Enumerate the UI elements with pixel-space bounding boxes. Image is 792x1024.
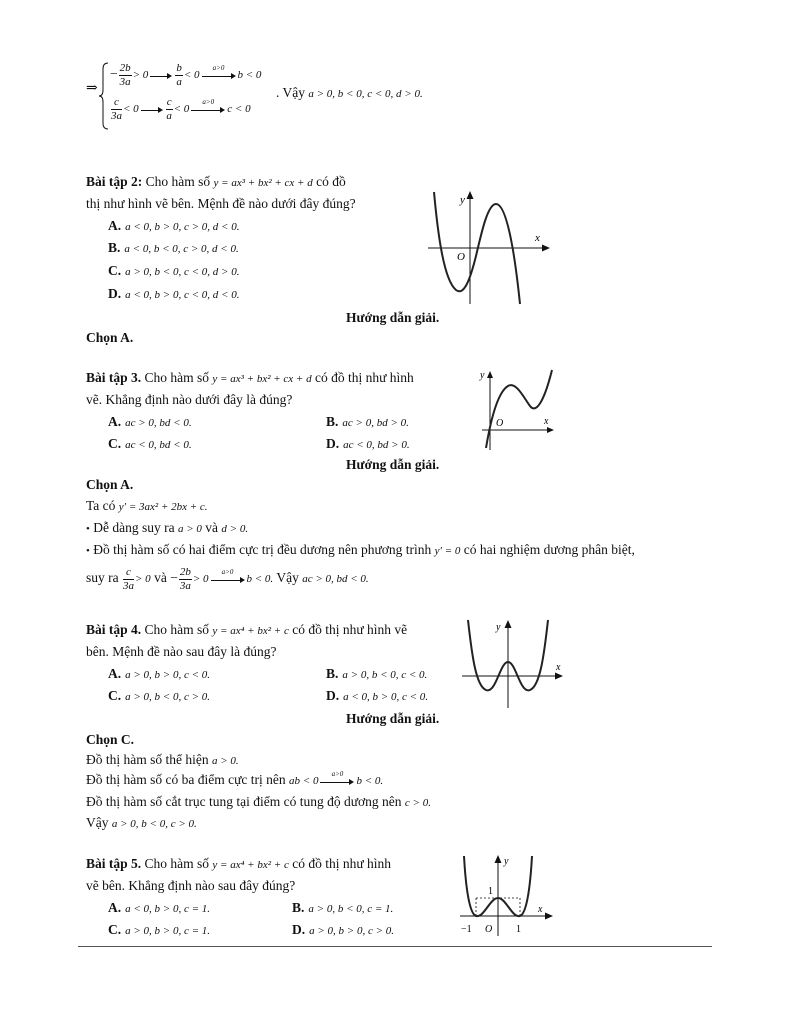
ex5-x-label: x [538,904,543,915]
ex5-option-b[interactable]: B. a > 0, b < 0, c = 1. [292,900,394,915]
ex5-question-line2: vẽ bên. Khẳng định nào sau đây đúng? [86,878,296,893]
ex3-option-c[interactable]: C. ac < 0, bd < 0. [108,436,192,451]
ex5-y-one-label: 1 [488,886,493,897]
ex5-option-d[interactable]: D. a > 0, b > 0, c > 0. [292,922,395,937]
ex5-quartic-graph [456,852,560,938]
ex2-option-a[interactable]: A. a < 0, b > 0, c > 0, d < 0. [108,218,240,233]
ex2-y-label: y [460,194,465,206]
footer-divider [78,946,712,947]
ex5-y-label: y [504,856,509,867]
ex4-option-a[interactable]: A. a > 0, b > 0, c < 0. [108,666,211,681]
system-brace [99,62,109,130]
ex3-option-b[interactable]: B. ac > 0, bd > 0. [326,414,409,429]
ex4-y-label: y [496,622,501,633]
ex2-answer: Chọn A. [86,330,134,345]
ex3-option-d[interactable]: D. ac < 0, bd > 0. [326,436,410,451]
system-line-1: − $\frac{2b}{3a}$ > 0 $\frac{b}{a}$ < 0 a>0 b < 0 [110,62,262,88]
ex3-conclusion: suy ra $\frac{c}{3a}$ > 0 và − $\frac{2b}{3a}$ > 0 a>0 b < 0. Vậy ac > 0, bd < 0. [86,566,369,592]
ex5-option-a[interactable]: A. a < 0, b > 0, c = 1. [108,900,211,915]
ex3-question-line2: vẽ. Khẳng định nào dưới đây là đúng? [86,392,293,407]
ex3-answer: Chọn A. [86,477,134,492]
ex2-option-d[interactable]: D. a < 0, b > 0, c < 0, d < 0. [108,286,240,301]
ex2-question-line1: Bài tập 2: Cho hàm số y = ax³ + bx² + cx + d có đồ [86,174,346,189]
ex3-y-label: y [480,370,485,381]
ex4-option-b[interactable]: B. a > 0, b < 0, c < 0. [326,666,428,681]
ex5-question-line1: Bài tập 5. Cho hàm số y = ax⁴ + bx² + c có đồ thị như hình [86,856,392,871]
ex4-option-d[interactable]: D. a < 0, b > 0, c < 0. [326,688,429,703]
ex3-origin-label: O [496,418,504,429]
top-conclusion: . Vậy a > 0, b < 0, c < 0, d > 0. [276,85,423,100]
ex3-cubic-graph [478,366,560,452]
ex3-question-line1: Bài tập 3. Cho hàm số y = ax³ + bx² + cx + d có đồ thị như hình [86,370,414,385]
ex2-question-line2: thị như hình vẽ bên. Mệnh đề nào dưới đây đúng? [86,196,356,211]
ex5-option-c[interactable]: C. a > 0, b > 0, c = 1. [108,922,211,937]
ex4-question-line1: Bài tập 4. Cho hàm số y = ax⁴ + bx² + c có đồ thị như hình vẽ [86,622,408,637]
ex3-derivative-line: Ta có y′ = 3ax² + 2bx + c. [86,498,208,513]
system-line-2: $\frac{c}{3a}$ < 0 $\frac{c}{a}$ < 0 a>0 c < 0 [111,96,251,122]
ex2-x-label: x [535,232,540,244]
ex3-bullet-2: • Đồ thị hàm số có hai điểm cực trị đều dương nên phương trình y′ = 0 có hai nghiệm dương phân biệt, [86,542,635,557]
ex5-origin-label: O [485,924,493,935]
ex3-x-label: x [544,416,549,427]
ex5-neg1-label: −1 [461,924,472,935]
ex2-option-b[interactable]: B. a < 0, b < 0, c > 0, d < 0. [108,240,239,255]
ex4-x-label: x [556,662,561,673]
ex4-step-3: Đồ thị hàm số cắt trục tung tại điểm có tung độ dương nên c > 0. [86,794,431,809]
ex4-conclusion: Vậy a > 0, b < 0, c > 0. [86,815,197,830]
ex4-guide-heading: Hướng dẫn giải. [346,711,440,726]
ex4-quartic-graph [458,616,570,710]
ex4-step-2: Đồ thị hàm số có ba điểm cực trị nên ab < 0 a>0 b < 0. [86,769,384,787]
ex3-option-a[interactable]: A. ac > 0, bd < 0. [108,414,192,429]
ex2-origin-label: O [457,251,465,263]
ex4-answer: Chọn C. [86,732,135,747]
ex5-pos1-label: 1 [516,924,521,935]
ex3-guide-heading: Hướng dẫn giải. [346,457,440,472]
ex4-step-1: Đồ thị hàm số thể hiện a > 0. [86,752,239,767]
ex2-option-c[interactable]: C. a > 0, b < 0, c < 0, d > 0. [108,263,240,278]
ex3-bullet-1: • Dễ dàng suy ra a > 0 và d > 0. [86,520,249,535]
ex4-question-line2: bên. Mệnh đề nào sau đây là đúng? [86,644,277,659]
top-implies: ⇒ [86,81,98,96]
ex2-cubic-graph [424,186,556,306]
ex4-option-c[interactable]: C. a > 0, b < 0, c > 0. [108,688,211,703]
ex2-guide-heading: Hướng dẫn giải. [346,310,440,325]
